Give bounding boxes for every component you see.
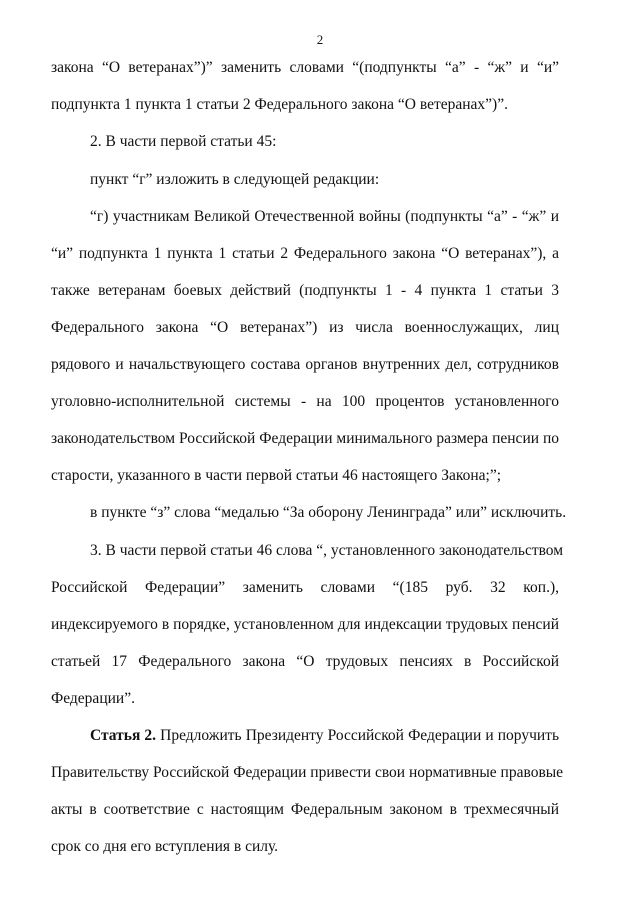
text-line: акты в соответствие с настоящим Федеральным законом в трехмесячный: [51, 801, 559, 818]
article-2-heading: Статья 2.: [90, 727, 157, 744]
text-line: законодательством Российской Федерации минимального размера пенсии по: [51, 430, 559, 447]
text-line: старости, указанного в части первой статьи 46 настоящего Закона;”;: [51, 467, 502, 484]
text-line: Федерации”.: [51, 690, 135, 707]
text-line: индексируемого в порядке, установленном для индексации трудовых пенсий: [51, 616, 559, 633]
text-line: Российской Федерации” заменить словами “(185 руб. 32 коп.),: [51, 579, 559, 596]
text-line: уголовно-исполнительной системы - на 100 процентов установленного: [51, 393, 559, 410]
text-line: статьей 17 Федерального закона “О трудовых пенсиях в Российской: [51, 653, 559, 670]
text-line: подпункта 1 пункта 1 статьи 2 Федерального закона “О ветеранах”)”.: [51, 96, 508, 113]
text-line: пункт “г” изложить в следующей редакции:: [90, 171, 380, 188]
text-line: “и” подпункта 1 пункта 1 статьи 2 Федерального закона “О ветеранах”), а: [51, 245, 559, 262]
text-line: “г) участникам Великой Отечественной войны (подпункты “а” - “ж” и: [90, 208, 559, 225]
text-line: в пункте “з” слова “медалью “За оборону Ленинграда” или” исключить.: [90, 504, 567, 521]
article-2-first-line: [90, 726, 559, 746]
text-line: 2. В части первой статьи 45:: [90, 133, 277, 150]
text-line: 3. В части первой статьи 46 слова “, установленного законодательством: [90, 542, 564, 559]
text-line: Правительству Российской Федерации привести свои нормативные правовые: [51, 764, 564, 781]
text-span: Предложить Президенту Российской Федерации и поручить: [160, 727, 560, 744]
text-line: рядового и начальствующего состава органов внутренних дел, сотрудников: [51, 356, 559, 373]
text-line: Федерального закона “О ветеранах”) из числа военнослужащих, лиц: [51, 319, 559, 336]
text-line: закона “О ветеранах”)” заменить словами “(подпункты “а” - “ж” и “и”: [51, 59, 559, 76]
page-number: 2: [316, 32, 324, 47]
text-line: также ветеранам боевых действий (подпункты 1 - 4 пункта 1 статьи 3: [51, 282, 559, 299]
text-line: срок со дня его вступления в силу.: [51, 838, 279, 855]
